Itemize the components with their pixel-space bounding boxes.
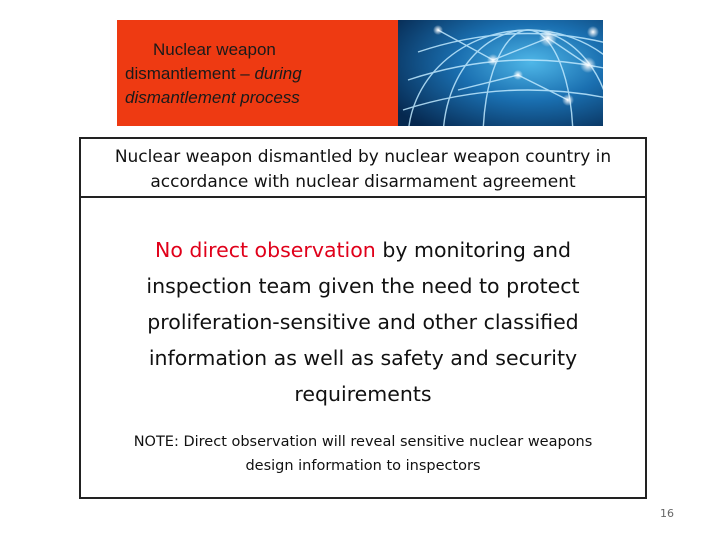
context-text: Nuclear weapon dismantled by nuclear weapon country in accordance with nuclear disarmament agreement <box>114 147 612 192</box>
page-number: 16 <box>660 507 674 520</box>
title-line-2: dismantlement – during <box>125 64 302 83</box>
globe-graphic <box>398 20 603 126</box>
slide-title <box>125 38 397 110</box>
main-statement: No direct observation by monitoring and inspection team given the need to protect proliferation-sensitive and other classified information as well as safety and security requirements <box>146 238 580 406</box>
context-box <box>79 137 647 198</box>
title-line-3: dismantlement process <box>125 88 300 107</box>
globe-network-icon <box>398 20 603 126</box>
note-text: NOTE: Direct observation will reveal sensitive nuclear weapons design information to inspectors <box>133 434 593 474</box>
title-banner <box>117 20 398 126</box>
title-line-1: Nuclear weapon <box>153 40 276 59</box>
highlight-text: No direct observation <box>155 238 376 262</box>
detail-box <box>79 196 647 499</box>
